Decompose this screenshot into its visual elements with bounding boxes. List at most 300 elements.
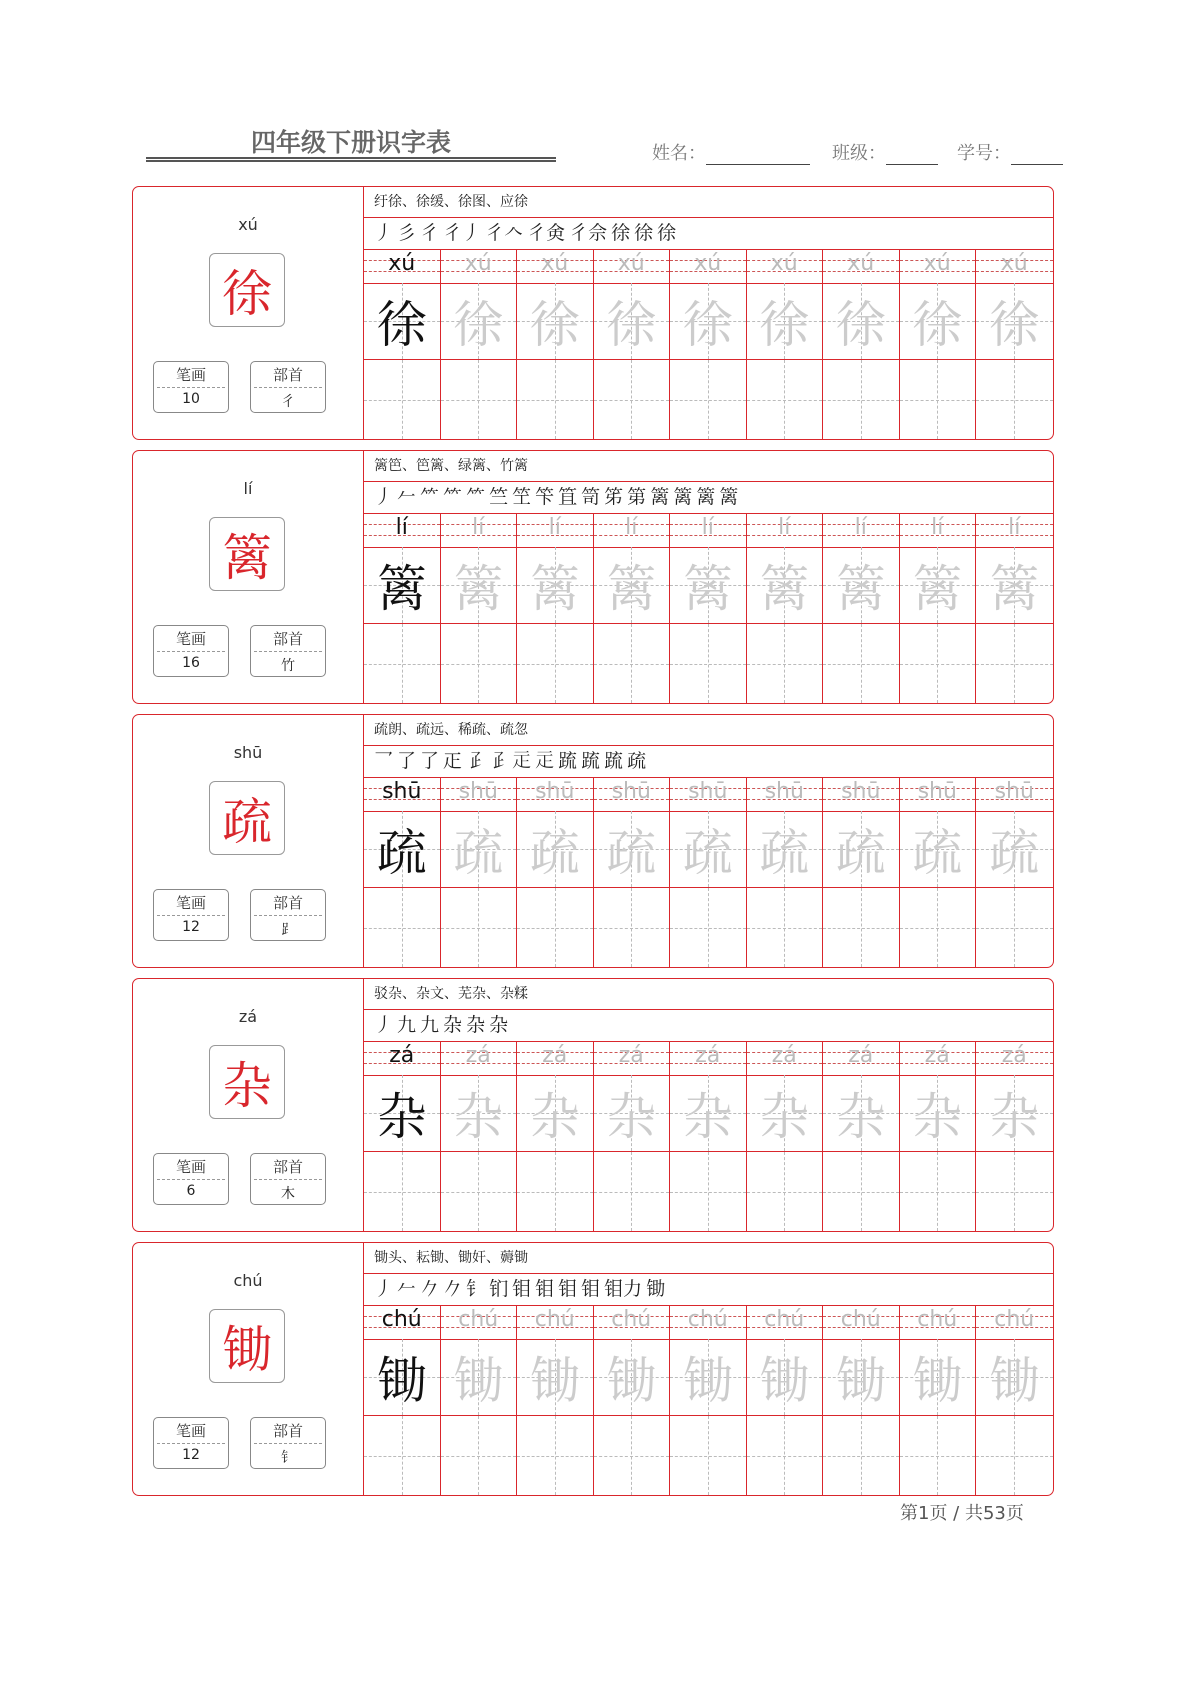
pinyin-trace: zá — [695, 1043, 721, 1068]
blank-practice-cell[interactable] — [823, 624, 899, 703]
blank-practice-cell[interactable] — [670, 1416, 746, 1495]
blank-practice-cell[interactable] — [747, 360, 823, 439]
blank-practice-cell[interactable] — [670, 360, 746, 439]
blank-practice-cell[interactable] — [594, 1416, 670, 1495]
stroke-step: 彳𠆢 — [485, 222, 524, 244]
pinyin-cell — [900, 249, 976, 284]
practice-column — [670, 777, 747, 967]
stroke-order — [364, 745, 1053, 778]
blank-practice-cell[interactable] — [517, 888, 593, 967]
character-cell — [747, 547, 823, 624]
pinyin-cell — [517, 513, 593, 548]
stroke-step: 徐 — [634, 222, 654, 244]
stroke-step: 彳㑒 — [527, 222, 566, 244]
practice-column — [747, 1305, 824, 1495]
pinyin-trace: chú — [458, 1307, 499, 1332]
example-words: 纡徐、徐缓、徐图、应徐 — [364, 187, 1053, 218]
character-trace: 疏 — [376, 824, 427, 882]
practice-column — [900, 777, 977, 967]
blank-practice-cell[interactable] — [670, 624, 746, 703]
stroke-step: 丿 — [374, 1278, 394, 1300]
character-cell — [364, 1075, 440, 1152]
blank-practice-cell[interactable] — [900, 1152, 976, 1231]
practice-column — [441, 249, 518, 439]
character-cell — [594, 283, 670, 360]
character-trace: 徐 — [835, 296, 886, 354]
pinyin-trace: xú — [464, 251, 492, 276]
character-card — [132, 186, 1054, 440]
practice-column — [594, 1041, 671, 1231]
worksheet-title: 四年级下册识字表 — [250, 128, 451, 157]
name-field[interactable] — [652, 139, 810, 165]
stroke-step: 丿 — [374, 486, 394, 508]
character-trace: 锄 — [682, 1352, 733, 1410]
pinyin-cell — [900, 1305, 976, 1340]
character-cell — [823, 1075, 899, 1152]
stroke-step: 𠂉 — [397, 486, 417, 508]
blank-practice-cell[interactable] — [670, 1152, 746, 1231]
character-trace: 杂 — [453, 1088, 504, 1146]
practice-column — [670, 1041, 747, 1231]
strokes-box — [153, 625, 229, 677]
character-cell — [976, 547, 1053, 624]
character-trace: 篱 — [835, 560, 886, 618]
character-cell — [594, 811, 670, 888]
radical-label: 部首 — [272, 894, 303, 912]
pinyin-cell — [900, 1041, 976, 1076]
practice-area — [364, 187, 1053, 439]
pinyin-cell — [823, 777, 899, 812]
character-trace: 杂 — [529, 1088, 580, 1146]
character-trace: 锄 — [606, 1352, 657, 1410]
stroke-step: 䟽 — [558, 750, 578, 772]
example-words: 疏朗、疏远、稀疏、疏忽 — [364, 715, 1053, 746]
radical-value: 彳 — [281, 394, 295, 410]
example-words: 篱笆、笆篱、绿篱、竹篱 — [364, 451, 1053, 482]
pinyin-trace: zá — [542, 1043, 568, 1068]
stroke-order — [364, 217, 1053, 250]
practice-column — [900, 249, 977, 439]
stroke-step: 丿 — [374, 222, 394, 244]
character-trace: 杂 — [606, 1088, 657, 1146]
blank-practice-cell[interactable] — [517, 360, 593, 439]
strokes-label: 笔画 — [175, 630, 206, 648]
pinyin-cell — [823, 513, 899, 548]
blank-practice-cell[interactable] — [823, 1416, 899, 1495]
practice-column — [364, 1305, 441, 1495]
pinyin-trace: zá — [924, 1043, 950, 1068]
character-cell — [441, 283, 517, 360]
blank-practice-cell[interactable] — [976, 360, 1053, 439]
blank-practice-cell[interactable] — [823, 360, 899, 439]
class-label: 班级： — [832, 143, 886, 164]
practice-column — [517, 513, 594, 703]
practice-grid — [364, 777, 1053, 967]
blank-practice-cell[interactable] — [364, 1152, 440, 1231]
stroke-step: ⺮ — [420, 486, 440, 508]
practice-column — [364, 1041, 441, 1231]
stroke-order — [364, 1009, 1053, 1042]
pinyin-cell — [747, 777, 823, 812]
radical-label: 部首 — [272, 366, 303, 384]
number-field[interactable] — [957, 139, 1063, 165]
pinyin-trace: xú — [770, 251, 798, 276]
pinyin-cell — [517, 1041, 593, 1076]
name-blank[interactable] — [706, 144, 810, 165]
practice-area — [364, 1243, 1053, 1495]
practice-column — [670, 249, 747, 439]
practice-column — [823, 777, 900, 967]
pinyin-trace: chú — [534, 1307, 575, 1332]
pinyin-trace: chú — [917, 1307, 958, 1332]
stroke-step: 篱 — [650, 486, 670, 508]
practice-column — [976, 1041, 1053, 1231]
character-cell — [517, 1339, 593, 1416]
practice-column — [364, 249, 441, 439]
blank-practice-cell[interactable] — [747, 1152, 823, 1231]
pinyin-cell — [976, 1041, 1053, 1076]
blank-practice-cell[interactable] — [364, 360, 440, 439]
stroke-step: 了 — [420, 750, 440, 772]
strokes-box — [153, 1153, 229, 1205]
pinyin-cell — [670, 1041, 746, 1076]
pinyin-cell — [594, 249, 670, 284]
pinyin-cell — [976, 513, 1053, 548]
character-trace: 徐 — [989, 296, 1040, 354]
stroke-step: 䟽 — [604, 750, 624, 772]
practice-column — [900, 1041, 977, 1231]
blank-practice-cell[interactable] — [594, 1152, 670, 1231]
name-label: 姓名： — [652, 143, 706, 164]
number-label: 学号： — [957, 143, 1011, 164]
character-info-panel — [133, 979, 364, 1231]
strokes-label: 笔画 — [175, 894, 206, 912]
pinyin-cell — [364, 777, 440, 812]
blank-practice-cell[interactable] — [594, 360, 670, 439]
pinyin-label: shū — [233, 743, 263, 762]
practice-column — [823, 1305, 900, 1495]
stroke-step: 彳丿 — [443, 222, 482, 244]
pinyin-label: chú — [233, 1271, 263, 1290]
character-cell — [900, 811, 976, 888]
blank-practice-cell[interactable] — [441, 624, 517, 703]
practice-column — [594, 513, 671, 703]
strokes-box — [153, 889, 229, 941]
pinyin-trace: chú — [994, 1307, 1035, 1332]
practice-column — [441, 777, 518, 967]
blank-practice-cell[interactable] — [900, 624, 976, 703]
character-cell — [441, 1339, 517, 1416]
practice-column — [747, 249, 824, 439]
blank-practice-cell[interactable] — [976, 1416, 1053, 1495]
practice-column — [823, 513, 900, 703]
practice-column — [517, 1305, 594, 1495]
radical-box — [250, 361, 326, 413]
character-cell — [976, 283, 1053, 360]
pinyin-cell — [670, 513, 746, 548]
blank-practice-cell[interactable] — [441, 888, 517, 967]
blank-practice-cell[interactable] — [747, 888, 823, 967]
stroke-step: 笡 — [558, 486, 578, 508]
character-trace: 锄 — [835, 1352, 886, 1410]
radical-box — [250, 889, 326, 941]
practice-column — [670, 1305, 747, 1495]
pinyin-trace: lí — [931, 515, 944, 540]
strokes-value: 10 — [182, 391, 200, 407]
character-card — [132, 714, 1054, 968]
class-field[interactable] — [832, 139, 938, 165]
pinyin-trace: xú — [1000, 251, 1028, 276]
pinyin-cell — [900, 777, 976, 812]
blank-practice-cell[interactable] — [517, 1152, 593, 1231]
strokes-box — [153, 361, 229, 413]
character-cell — [670, 1075, 746, 1152]
pinyin-trace: shū — [764, 779, 804, 804]
character-cell — [441, 547, 517, 624]
character-trace: 篱 — [606, 560, 657, 618]
character-trace: 杂 — [989, 1088, 1040, 1146]
stroke-step: 篱 — [719, 486, 739, 508]
blank-practice-cell[interactable] — [517, 1416, 593, 1495]
character-cell — [976, 1339, 1053, 1416]
radical-box — [250, 1417, 326, 1469]
character-cell — [594, 1339, 670, 1416]
practice-grid — [364, 1305, 1053, 1495]
stroke-order — [364, 481, 1053, 514]
stroke-step: ⺮ — [466, 486, 486, 508]
stroke-step: 丿 — [374, 1014, 394, 1036]
stroke-step: 𤴕 — [535, 750, 555, 772]
character-trace: 徐 — [529, 296, 580, 354]
blank-practice-cell[interactable] — [364, 888, 440, 967]
practice-grid — [364, 513, 1053, 703]
character-trace: 杂 — [835, 1088, 886, 1146]
radical-label: 部首 — [272, 1158, 303, 1176]
pinyin-trace: zá — [389, 1043, 415, 1068]
pinyin-trace: lí — [548, 515, 561, 540]
character-info-panel — [133, 1243, 364, 1495]
stroke-step: 笫 — [604, 486, 624, 508]
character-cell — [976, 811, 1053, 888]
blank-practice-cell[interactable] — [517, 624, 593, 703]
main-character: 锄 — [209, 1309, 285, 1383]
stroke-step: 九 — [420, 1014, 440, 1036]
character-trace: 徐 — [912, 296, 963, 354]
character-cell — [747, 1075, 823, 1152]
radical-value: ⻊ — [281, 922, 295, 938]
pinyin-cell — [517, 1305, 593, 1340]
practice-column — [976, 1305, 1053, 1495]
blank-practice-cell[interactable] — [441, 1152, 517, 1231]
blank-practice-cell[interactable] — [976, 888, 1053, 967]
pinyin-label: zá — [238, 1007, 258, 1026]
blank-practice-cell[interactable] — [823, 888, 899, 967]
number-blank[interactable] — [1011, 144, 1063, 165]
character-trace: 篱 — [453, 560, 504, 618]
stroke-step: 𤴓 — [443, 750, 463, 772]
stroke-step: 彳 — [420, 222, 440, 244]
radical-value: 木 — [281, 1186, 295, 1202]
practice-column — [364, 777, 441, 967]
character-trace: 杂 — [682, 1088, 733, 1146]
character-trace: 锄 — [989, 1352, 1040, 1410]
blank-practice-cell[interactable] — [594, 624, 670, 703]
pinyin-cell — [594, 1305, 670, 1340]
practice-column — [441, 513, 518, 703]
page-number: 第1页 / 共53页 — [900, 1503, 1024, 1524]
character-cell — [747, 1339, 823, 1416]
pinyin-cell — [670, 777, 746, 812]
practice-column — [517, 1041, 594, 1231]
pinyin-trace: shū — [688, 779, 728, 804]
character-trace: 杂 — [376, 1088, 427, 1146]
pinyin-cell — [823, 1305, 899, 1340]
practice-column — [441, 1305, 518, 1495]
character-trace: 疏 — [759, 824, 810, 882]
character-trace: 徐 — [453, 296, 504, 354]
character-info-panel — [133, 451, 364, 703]
practice-column — [670, 513, 747, 703]
stroke-step: 篱 — [696, 486, 716, 508]
character-trace: 徐 — [759, 296, 810, 354]
pinyin-trace: xú — [923, 251, 951, 276]
radical-value: 竹 — [281, 658, 295, 674]
character-info-panel — [133, 187, 364, 439]
practice-column — [441, 1041, 518, 1231]
pinyin-cell — [976, 777, 1053, 812]
stroke-step: 笇 — [535, 486, 555, 508]
stroke-step: 徐 — [611, 222, 631, 244]
class-blank[interactable] — [886, 144, 938, 165]
pinyin-trace: shū — [535, 779, 575, 804]
character-trace: 疏 — [606, 824, 657, 882]
character-trace: 疏 — [529, 824, 580, 882]
blank-practice-cell[interactable] — [900, 360, 976, 439]
blank-practice-cell[interactable] — [364, 624, 440, 703]
practice-column — [594, 1305, 671, 1495]
blank-practice-cell[interactable] — [900, 1416, 976, 1495]
example-words: 锄头、耘锄、锄奸、薅锄 — [364, 1243, 1053, 1274]
pinyin-trace: chú — [840, 1307, 881, 1332]
blank-practice-cell[interactable] — [441, 360, 517, 439]
stroke-step: 钼 — [581, 1278, 601, 1300]
character-info-panel — [133, 715, 364, 967]
pinyin-cell — [747, 249, 823, 284]
character-cell — [441, 811, 517, 888]
stroke-step: 钼力 — [604, 1278, 643, 1300]
pinyin-cell — [594, 777, 670, 812]
stroke-step: 𤴔 — [466, 750, 486, 772]
character-cell — [364, 547, 440, 624]
title-underline — [146, 157, 556, 162]
blank-practice-cell[interactable] — [976, 1152, 1053, 1231]
blank-practice-cell[interactable] — [441, 1416, 517, 1495]
stroke-step: 䟽 — [581, 750, 601, 772]
pinyin-trace: lí — [854, 515, 867, 540]
pinyin-trace: shū — [994, 779, 1034, 804]
practice-column — [976, 513, 1053, 703]
character-trace: 篱 — [912, 560, 963, 618]
character-cell — [670, 811, 746, 888]
blank-practice-cell[interactable] — [900, 888, 976, 967]
main-character: 篱 — [209, 517, 285, 591]
pinyin-cell — [517, 249, 593, 284]
practice-grid — [364, 249, 1053, 439]
blank-practice-cell[interactable] — [747, 1416, 823, 1495]
character-cell — [364, 811, 440, 888]
character-trace: 杂 — [912, 1088, 963, 1146]
blank-practice-cell[interactable] — [594, 888, 670, 967]
character-cell — [670, 547, 746, 624]
stroke-step: 彡 — [397, 222, 417, 244]
pinyin-cell — [747, 513, 823, 548]
character-cell — [517, 811, 593, 888]
character-cell — [823, 283, 899, 360]
pinyin-trace: lí — [472, 515, 485, 540]
stroke-step: 彳佘 — [569, 222, 608, 244]
character-trace: 锄 — [453, 1352, 504, 1410]
pinyin-label: xú — [238, 215, 258, 234]
strokes-value: 12 — [182, 1447, 200, 1463]
character-trace: 徐 — [682, 296, 733, 354]
stroke-step: 锄 — [646, 1278, 666, 1300]
character-trace: 锄 — [529, 1352, 580, 1410]
stroke-step: 篱 — [673, 486, 693, 508]
pinyin-cell — [747, 1305, 823, 1340]
practice-area — [364, 715, 1053, 967]
stroke-step: 杂 — [489, 1014, 509, 1036]
blank-practice-cell[interactable] — [747, 624, 823, 703]
pinyin-trace: zá — [848, 1043, 874, 1068]
practice-column — [976, 777, 1053, 967]
pinyin-cell — [823, 1041, 899, 1076]
character-trace: 篱 — [989, 560, 1040, 618]
character-cell — [823, 811, 899, 888]
stroke-step: 竺 — [489, 486, 509, 508]
page-header — [0, 0, 1188, 180]
radical-value: 钅 — [281, 1450, 295, 1466]
pinyin-trace: chú — [381, 1307, 422, 1332]
stroke-step: 钼 — [512, 1278, 532, 1300]
pinyin-cell — [823, 249, 899, 284]
pinyin-cell — [441, 777, 517, 812]
pinyin-cell — [900, 513, 976, 548]
character-card — [132, 450, 1054, 704]
main-character: 杂 — [209, 1045, 285, 1119]
pinyin-cell — [976, 249, 1053, 284]
blank-practice-cell[interactable] — [976, 624, 1053, 703]
pinyin-trace: zá — [1001, 1043, 1027, 1068]
blank-practice-cell[interactable] — [364, 1416, 440, 1495]
stroke-step: 𠂉 — [397, 1278, 417, 1300]
character-trace: 篱 — [529, 560, 580, 618]
character-trace: 篱 — [682, 560, 733, 618]
pinyin-trace: chú — [611, 1307, 652, 1332]
strokes-label: 笔画 — [175, 1158, 206, 1176]
character-trace: 杂 — [759, 1088, 810, 1146]
character-trace: 锄 — [759, 1352, 810, 1410]
blank-practice-cell[interactable] — [670, 888, 746, 967]
stroke-step: 疏 — [627, 750, 647, 772]
radical-box — [250, 625, 326, 677]
pinyin-cell — [976, 1305, 1053, 1340]
character-trace: 锄 — [912, 1352, 963, 1410]
stroke-step: 𤴕 — [512, 750, 532, 772]
pinyin-trace: xú — [617, 251, 645, 276]
pinyin-cell — [670, 249, 746, 284]
pinyin-trace: chú — [764, 1307, 805, 1332]
blank-practice-cell[interactable] — [823, 1152, 899, 1231]
